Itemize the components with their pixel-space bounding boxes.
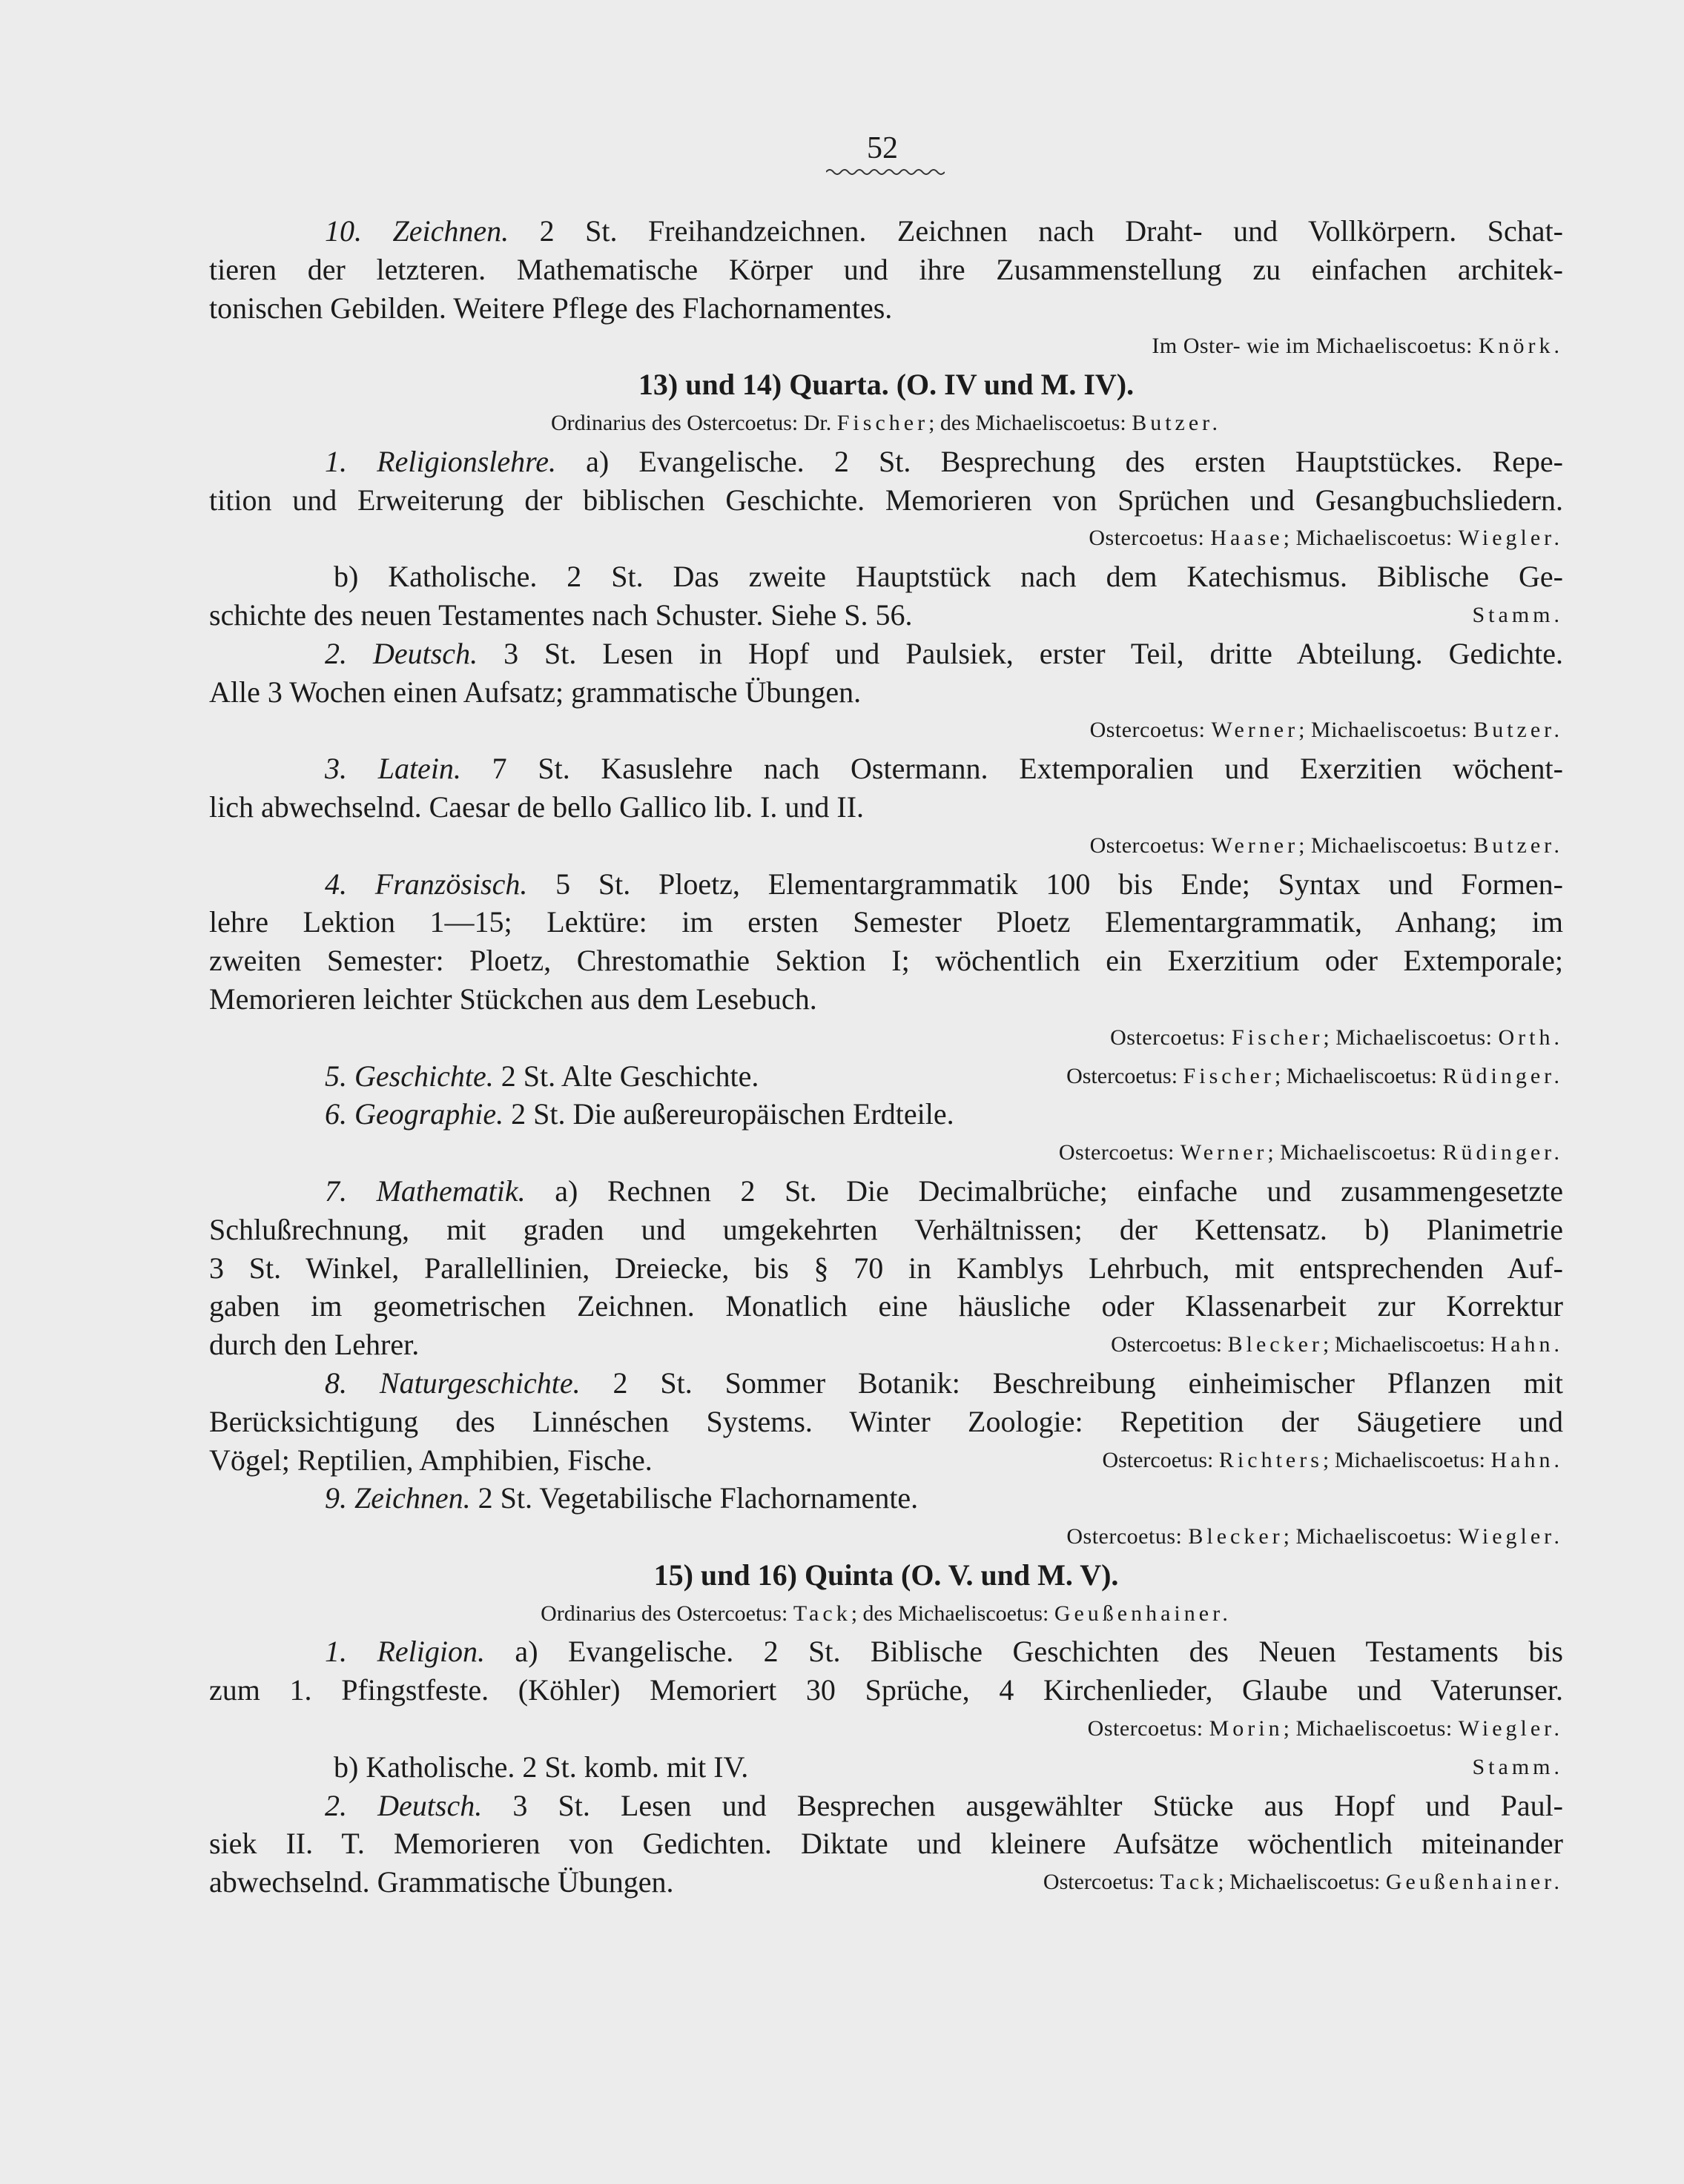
paragraph-line: 1. Religion. a) Evangelische. 2 St. Biblische Geschichten des Neuen Testaments bis — [325, 1635, 1563, 1669]
paragraph-line: 10. Zeichnen. 2 St. Freihandzeichnen. Zeichnen nach Draht- und Vollkörpern. Schat- — [325, 214, 1563, 248]
paragraph-line: lehre Lektion 1—15; Lektüre: im ersten Semester Ploetz Elementargrammatik, Anhang; im — [209, 905, 1563, 939]
paragraph-line: Schlußrechnung, mit graden und umgekehrten Verhältnissen; der Kettensatz. b) Planimetrie — [209, 1212, 1563, 1246]
paragraph-line: 8. Naturgeschichte. 2 St. Sommer Botanik: Beschreibung einheimischer Pflanzen mit — [325, 1366, 1563, 1400]
paragraph-line: tonischen Gebilden. Weitere Pflege des Flachornamentes. — [209, 291, 893, 325]
section-heading: 13) und 14) Quarta. (O. IV und M. IV). — [638, 368, 1135, 402]
text-block — [209, 212, 1563, 1902]
paragraph-line: durch den Lehrer. Ostercoetus: Blecker; Michaeliscoetus: Hahn. — [209, 1328, 1563, 1362]
ordinarius-line: Ordinarius des Ostercoetus: Dr. Fischer; des Michaeliscoetus: Butzer. — [550, 410, 1221, 435]
paragraph-line: Vögel; Reptilien, Amphibien, Fische. Ostercoetus: Richters; Michaeliscoetus: Hahn. — [209, 1443, 1563, 1477]
paragraph-line: tition und Erweiterung der biblischen Geschichte. Memorieren von Sprüchen und Gesangbuchsliedern. — [209, 483, 1563, 517]
section-heading: 15) und 16) Quinta (O. V. und M. V). — [653, 1558, 1119, 1592]
ornament-rule — [826, 166, 945, 178]
paragraph-line: zum 1. Pfingstfeste. (Köhler) Memoriert 30 Sprüche, 4 Kirchenlieder, Glaube und Vaterunser. — [209, 1673, 1563, 1707]
paragraph-line: 2. Deutsch. 3 St. Lesen und Besprechen ausgewählter Stücke aus Hopf und Paul- — [325, 1788, 1564, 1822]
teacher-line: Ostercoetus: Haase; Michaeliscoetus: Wiegler. — [1089, 526, 1563, 551]
teacher-line: Ostercoetus: Blecker; Michaeliscoetus: Wiegler. — [1066, 1524, 1563, 1549]
teacher-line: Ostercoetus: Werner; Michaeliscoetus: Rüdinger. — [1058, 1140, 1563, 1165]
paragraph-line: 9. Zeichnen. 2 St. Vegetabilische Flachornamente. — [325, 1481, 919, 1515]
page-number: 52 — [867, 131, 898, 165]
paragraph-line: b) Katholische. 2 St. komb. mit IV. Stamm. — [334, 1750, 1563, 1784]
paragraph-line: zweiten Semester: Ploetz, Chrestomathie Sektion I; wöchentlich ein Exerzitium oder Extemporale; — [209, 944, 1563, 978]
paragraph-line: 2. Deutsch. 3 St. Lesen in Hopf und Paulsiek, erster Teil, dritte Abteilung. Gedichte. — [325, 636, 1564, 670]
teacher-line: Ostercoetus: Werner; Michaeliscoetus: Butzer. — [1089, 833, 1563, 858]
paragraph-line: abwechselnd. Grammatische Übungen. Ostercoetus: Tack; Michaeliscoetus: Geußenhainer. — [209, 1865, 1563, 1899]
paragraph-line: 3. Latein. 7 St. Kasuslehre nach Ostermann. Extemporalien und Exerzitien wöchent- — [325, 752, 1563, 786]
paragraph-line: 4. Französisch. 5 St. Ploetz, Elementargrammatik 100 bis Ende; Syntax und Formen- — [325, 867, 1563, 901]
paragraph-line: 7. Mathematik. a) Rechnen 2 St. Die Decimalbrüche; einfache und zusammengesetzte — [325, 1174, 1563, 1208]
teacher-line: Ostercoetus: Morin; Michaeliscoetus: Wiegler. — [1087, 1716, 1563, 1741]
teacher-line: Im Oster- wie im Michaeliscoetus: Knörk. — [1152, 334, 1563, 359]
paragraph-line: gaben im geometrischen Zeichnen. Monatlich eine häusliche oder Klassenarbeit zur Korrektur — [209, 1289, 1563, 1323]
paragraph-line: schichte des neuen Testamentes nach Schuster. Siehe S. 56. Stamm. — [209, 598, 1563, 632]
teacher-line: Ostercoetus: Werner; Michaeliscoetus: Butzer. — [1089, 718, 1563, 743]
paragraph-line: 6. Geographie. 2 St. Die außereuropäischen Erdteile. — [325, 1097, 954, 1131]
paragraph-line: 3 St. Winkel, Parallellinien, Dreiecke, bis § 70 in Kamblys Lehrbuch, mit entsprechenden Auf- — [209, 1251, 1563, 1285]
paragraph-line: tieren der letzteren. Mathematische Körper und ihre Zusammenstellung zu einfachen architek- — [209, 252, 1563, 286]
teacher-line: Ostercoetus: Fischer; Michaeliscoetus: Orth. — [1110, 1025, 1563, 1050]
paragraph-line: siek II. T. Memorieren von Gedichten. Diktate und kleinere Aufsätze wöchentlich miteinander — [209, 1827, 1563, 1861]
paragraph-line: b) Katholische. 2 St. Das zweite Hauptstück nach dem Katechismus. Biblische Ge- — [334, 560, 1563, 594]
paragraph-line: Memorieren leichter Stückchen aus dem Lesebuch. — [209, 982, 817, 1016]
paragraph-line: Berücksichtigung des Linnéschen Systems. Winter Zoologie: Repetition der Säugetiere und — [209, 1404, 1563, 1438]
paragraph-line: 1. Religionslehre. a) Evangelische. 2 St. Besprechung des ersten Hauptstückes. Repe- — [325, 444, 1563, 478]
ordinarius-line: Ordinarius des Ostercoetus: Tack; des Michaeliscoetus: Geußenhainer. — [541, 1601, 1232, 1626]
paragraph-line: 5. Geschichte. 2 St. Alte Geschichte. Ostercoetus: Fischer; Michaeliscoetus: Rüdinger. — [325, 1059, 1563, 1093]
paragraph-line: lich abwechselnd. Caesar de bello Gallico lib. I. und II. — [209, 790, 865, 824]
paragraph-line: Alle 3 Wochen einen Aufsatz; grammatische Übungen. — [209, 675, 862, 709]
